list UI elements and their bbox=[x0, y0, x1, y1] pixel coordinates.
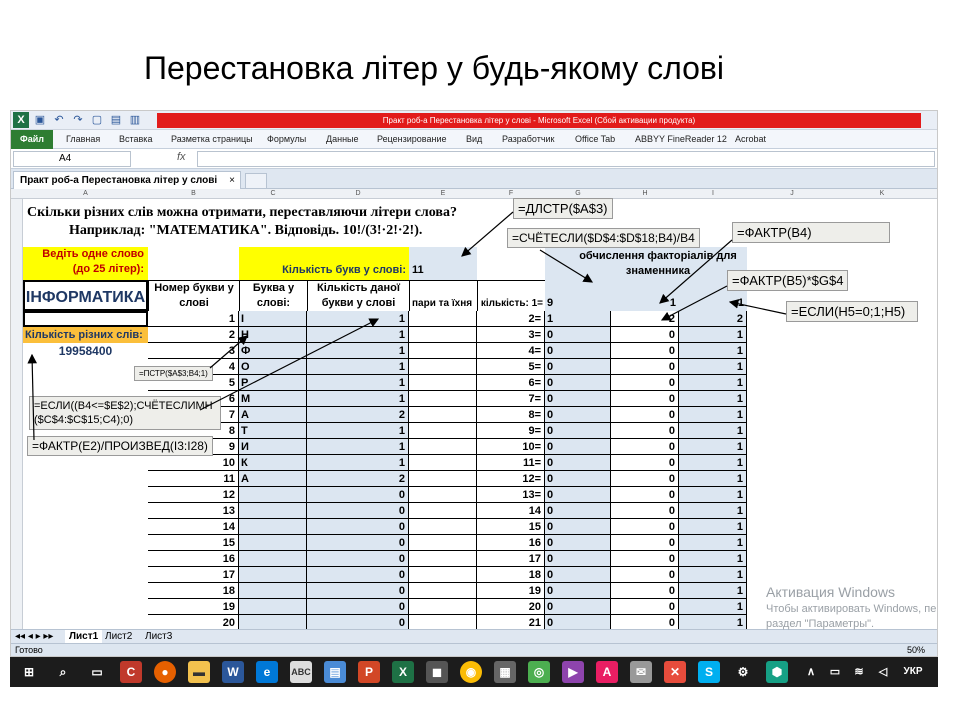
tab-view[interactable]: Вид bbox=[466, 134, 483, 144]
callout-faktr: =ФАКТР(B4) bbox=[732, 222, 890, 243]
cell-letter[interactable] bbox=[239, 599, 307, 615]
cell-empty-e[interactable] bbox=[409, 471, 477, 487]
cell-letter-number[interactable]: 18 bbox=[148, 583, 239, 599]
cell-letter[interactable]: И bbox=[239, 439, 307, 455]
cell-pair-count[interactable]: 0 bbox=[545, 359, 611, 375]
close-icon[interactable]: × bbox=[229, 175, 235, 186]
header-letter: Буква у слові: bbox=[239, 280, 307, 311]
cell-pair-count[interactable]: 0 bbox=[545, 471, 611, 487]
sheet-tab-1[interactable]: Лист1 bbox=[65, 630, 102, 643]
cell-factorial[interactable]: 0 bbox=[611, 375, 679, 391]
tab-home[interactable]: Главная bbox=[66, 134, 101, 144]
cell-empty-e[interactable] bbox=[409, 375, 477, 391]
cell-pair-count[interactable]: 0 bbox=[545, 551, 611, 567]
cell-pair-count[interactable]: 0 bbox=[545, 391, 611, 407]
cell-letter[interactable] bbox=[239, 535, 307, 551]
tab-page-layout[interactable]: Разметка страницы bbox=[171, 134, 253, 144]
document-tab-label: Практ роб-а Перестановка літер у слові bbox=[20, 175, 218, 186]
col-header-k[interactable]: K bbox=[879, 190, 885, 197]
cell-letter-count[interactable]: 1 bbox=[307, 327, 409, 343]
question-text: Скільки різних слів можна отримати, переставляючи літери слова? bbox=[27, 205, 457, 220]
cell-letter-count[interactable]: 1 bbox=[307, 391, 409, 407]
col-header-e[interactable]: E bbox=[440, 190, 446, 197]
tab-file[interactable]: Файл bbox=[11, 130, 53, 149]
cell-pair-index[interactable]: 18 bbox=[477, 567, 545, 583]
windows-start-icon[interactable]: ⊞ bbox=[23, 665, 35, 679]
cell-denominator[interactable]: 1 bbox=[679, 599, 747, 615]
cell-letter-count[interactable]: 0 bbox=[307, 487, 409, 503]
cell-empty-e[interactable] bbox=[409, 327, 477, 343]
tab-data[interactable]: Данные bbox=[326, 134, 359, 144]
cell-letter-number[interactable]: 17 bbox=[148, 567, 239, 583]
callout-schetesli: =СЧЁТЕСЛИ($D$4:$D$18;B4)/B4 bbox=[507, 228, 700, 248]
document-tab[interactable] bbox=[13, 171, 241, 189]
cell-pair-index[interactable]: 7= bbox=[477, 391, 545, 407]
open-folder-icon[interactable]: ▤ bbox=[110, 114, 122, 126]
cell-pair-index[interactable]: 11= bbox=[477, 455, 545, 471]
cell-denominator[interactable]: 1 bbox=[679, 503, 747, 519]
cell-letter-number[interactable]: 4 bbox=[148, 359, 239, 375]
cell-letter-number[interactable]: 11 bbox=[148, 471, 239, 487]
cell-denominator[interactable]: 1 bbox=[679, 391, 747, 407]
cell-empty-e[interactable] bbox=[409, 343, 477, 359]
notification-chevron-icon[interactable]: ∧ bbox=[806, 666, 816, 678]
cell-pair-index[interactable]: 13= bbox=[477, 487, 545, 503]
example-text: Наприклад: "МАТЕМАТИКА". Відповідь. 10!/(3!·2!·2!). bbox=[69, 223, 423, 238]
calculator-icon[interactable]: ▦ bbox=[494, 661, 516, 683]
app-x-icon[interactable]: ✕ bbox=[664, 661, 686, 683]
cell-pair-count[interactable]: 0 bbox=[545, 439, 611, 455]
cell-denominator[interactable]: 1 bbox=[679, 583, 747, 599]
cell-letter-count[interactable]: 0 bbox=[307, 567, 409, 583]
tab-office-tab[interactable]: Office Tab bbox=[575, 134, 616, 144]
cell-letter-number[interactable]: 15 bbox=[148, 535, 239, 551]
wifi-icon[interactable]: ≋ bbox=[854, 666, 864, 678]
tab-formulas[interactable]: Формулы bbox=[267, 134, 307, 144]
cell-denominator[interactable]: 1 bbox=[679, 519, 747, 535]
callout-pstr: =ПСТР($A$3;B4;1) bbox=[134, 366, 213, 381]
cell-letter-number[interactable]: 14 bbox=[148, 519, 239, 535]
function-icon[interactable]: fx bbox=[177, 151, 186, 163]
cell-pair-count[interactable]: 0 bbox=[545, 615, 611, 629]
activation-watermark-title: Активация Windows bbox=[766, 584, 896, 600]
tab-review[interactable]: Рецензирование bbox=[377, 134, 447, 144]
cell-factorial[interactable]: 0 bbox=[611, 583, 679, 599]
activation-watermark-line2: раздел "Параметры". bbox=[766, 618, 875, 630]
video-icon[interactable]: ▶ bbox=[562, 661, 584, 683]
app-green-icon[interactable]: ◎ bbox=[528, 661, 550, 683]
cell-factorial[interactable]: 0 bbox=[611, 455, 679, 471]
cell-empty-e[interactable] bbox=[409, 407, 477, 423]
cell-denominator[interactable]: 1 bbox=[679, 439, 747, 455]
cell-letter-count[interactable]: 0 bbox=[307, 599, 409, 615]
cell-factorial[interactable]: 0 bbox=[611, 535, 679, 551]
factorial-header: обчислення факторіалів для знаменника bbox=[545, 247, 747, 280]
network-icon[interactable]: ▭ bbox=[829, 666, 841, 678]
cell-letter[interactable]: А bbox=[239, 471, 307, 487]
status-bar bbox=[11, 643, 938, 657]
cell-letter-number[interactable]: 1 bbox=[148, 311, 239, 327]
cell-letter-count[interactable]: 0 bbox=[307, 503, 409, 519]
cell-h3[interactable]: 1 bbox=[611, 280, 679, 311]
col-header-i[interactable]: I bbox=[712, 190, 714, 197]
col-header-b[interactable]: B bbox=[191, 190, 196, 197]
cell-empty-e[interactable] bbox=[409, 487, 477, 503]
cell-pair-count[interactable]: 0 bbox=[545, 567, 611, 583]
chrome-icon[interactable]: ◉ bbox=[460, 661, 482, 683]
cell-denominator[interactable]: 1 bbox=[679, 455, 747, 471]
cell-empty-e[interactable] bbox=[409, 359, 477, 375]
sheet-nav-arrows-icon[interactable]: ◂◂ ◂ ▸ ▸▸ bbox=[15, 631, 54, 642]
cell-denominator[interactable]: 2 bbox=[679, 311, 747, 327]
cell-letter-count[interactable]: 2 bbox=[307, 407, 409, 423]
cell-empty-e[interactable] bbox=[409, 583, 477, 599]
acrobat-icon[interactable]: A bbox=[596, 661, 618, 683]
cell-factorial[interactable]: 0 bbox=[611, 503, 679, 519]
word-icon[interactable]: W bbox=[222, 661, 244, 683]
cell-empty-e[interactable] bbox=[409, 439, 477, 455]
cell-denominator[interactable]: 1 bbox=[679, 551, 747, 567]
sheet-tab-2[interactable]: Лист2 bbox=[105, 631, 133, 642]
word-input-cell[interactable]: ІНФОРМАТИКА bbox=[23, 280, 148, 311]
search-icon[interactable]: ⌕ bbox=[59, 665, 67, 679]
cell-empty-e[interactable] bbox=[409, 311, 477, 327]
selected-cell-a4[interactable] bbox=[23, 311, 148, 327]
header-count: кількість: 1= bbox=[477, 280, 545, 311]
cell-letter-number[interactable]: 3 bbox=[148, 343, 239, 359]
cell-letter[interactable] bbox=[239, 487, 307, 503]
col-header-h[interactable]: H bbox=[642, 190, 648, 197]
folder-icon[interactable]: ▬ bbox=[188, 661, 210, 683]
callout-faktr-proizv: =ФАКТР(E2)/ПРОИЗВЕД(I3:I28) bbox=[27, 436, 213, 456]
cell-letter-count[interactable]: 0 bbox=[307, 519, 409, 535]
abc-icon[interactable]: ABC bbox=[290, 661, 312, 683]
cell-pair-index[interactable]: 17 bbox=[477, 551, 545, 567]
cell-denominator[interactable]: 1 bbox=[679, 359, 747, 375]
cell-empty-e[interactable] bbox=[409, 615, 477, 629]
cell-factorial[interactable]: 0 bbox=[611, 407, 679, 423]
cell-letter-number[interactable]: 5 bbox=[148, 375, 239, 391]
cell-pair-count[interactable]: 0 bbox=[545, 487, 611, 503]
cell-factorial[interactable]: 0 bbox=[611, 359, 679, 375]
header-letter-count: Кількість даної букви у слові bbox=[307, 280, 409, 311]
save-icon[interactable]: ▣ bbox=[34, 114, 46, 126]
cell-pair-count[interactable]: 0 bbox=[545, 583, 611, 599]
cell-factorial[interactable]: 0 bbox=[611, 471, 679, 487]
cell-factorial[interactable]: 0 bbox=[611, 487, 679, 503]
windows-taskbar bbox=[10, 657, 938, 687]
formula-input[interactable] bbox=[197, 151, 935, 167]
cell-pair-count[interactable]: 0 bbox=[545, 327, 611, 343]
cell-letter[interactable]: Н bbox=[239, 327, 307, 343]
volume-icon[interactable]: ◁ bbox=[878, 666, 888, 678]
cell-letter-number[interactable]: 8 bbox=[148, 423, 239, 439]
document-tabs bbox=[11, 169, 938, 189]
enter-word-label-line1: Ведіть одне слово bbox=[42, 248, 144, 260]
settings-gear-icon[interactable]: ⚙ bbox=[737, 665, 749, 679]
tab-abbyy[interactable]: ABBYY FineReader 12 bbox=[635, 134, 727, 144]
cell-letter-number[interactable]: 7 bbox=[148, 407, 239, 423]
cell-empty-e[interactable] bbox=[409, 423, 477, 439]
cell-pair-index[interactable]: 8= bbox=[477, 407, 545, 423]
cell-letter[interactable]: Ф bbox=[239, 343, 307, 359]
cell-letter-count[interactable]: 1 bbox=[307, 439, 409, 455]
col-header-f[interactable]: F bbox=[508, 190, 514, 197]
cell-denominator[interactable]: 1 bbox=[679, 487, 747, 503]
cell-empty-e[interactable] bbox=[409, 455, 477, 471]
cell-pair-index[interactable]: 19 bbox=[477, 583, 545, 599]
zoom-level[interactable]: 50% bbox=[907, 645, 926, 655]
new-tab-button[interactable] bbox=[245, 173, 267, 189]
col-header-c[interactable]: C bbox=[270, 190, 276, 197]
cell-empty-e[interactable] bbox=[409, 519, 477, 535]
ribbon-tabs bbox=[11, 130, 938, 149]
cell-factorial[interactable]: 0 bbox=[611, 391, 679, 407]
header-pairs: пари та їхня bbox=[409, 280, 477, 311]
callout-esli-long: =ЕСЛИ((B4<=$E$2);СЧЁТЕСЛИМН($C$4:$C$15;C4);0) bbox=[29, 396, 221, 430]
cell-factorial[interactable]: 0 bbox=[611, 519, 679, 535]
column-headers bbox=[11, 189, 938, 199]
cell-letter-number[interactable]: 13 bbox=[148, 503, 239, 519]
cell-pair-index[interactable]: 12= bbox=[477, 471, 545, 487]
cell-letter-count[interactable]: 1 bbox=[307, 343, 409, 359]
app-blue-icon[interactable]: ▤ bbox=[324, 661, 346, 683]
callout-dlstr: =ДЛСТР($A$3) bbox=[513, 198, 613, 219]
cell-letter-number[interactable]: 6 bbox=[148, 391, 239, 407]
powerpoint-icon[interactable]: P bbox=[358, 661, 380, 683]
cell-empty-e[interactable] bbox=[409, 551, 477, 567]
cell-letter[interactable]: І bbox=[239, 311, 307, 327]
cell-letter[interactable] bbox=[239, 503, 307, 519]
cell-pair-count[interactable]: 0 bbox=[545, 423, 611, 439]
cell-empty-e[interactable] bbox=[409, 599, 477, 615]
name-box[interactable]: A4 bbox=[13, 151, 131, 167]
cell-pair-count[interactable]: 0 bbox=[545, 503, 611, 519]
cell-factorial[interactable]: 0 bbox=[611, 439, 679, 455]
cell-letter-number[interactable]: 9 bbox=[148, 439, 239, 455]
cell-denominator[interactable]: 1 bbox=[679, 535, 747, 551]
header-letter-number: Номер букви у слові bbox=[148, 280, 239, 311]
col-header-d[interactable]: D bbox=[355, 190, 361, 197]
redo-icon[interactable]: ↷ bbox=[73, 114, 83, 126]
cell-letter-count[interactable]: 1 bbox=[307, 359, 409, 375]
store-icon[interactable]: ◼ bbox=[426, 661, 448, 683]
cell-factorial[interactable]: 0 bbox=[611, 615, 679, 629]
cell-factorial[interactable]: 2 bbox=[611, 311, 679, 327]
cell-denominator[interactable]: 1 bbox=[679, 567, 747, 583]
cell-pair-index[interactable]: 15 bbox=[477, 519, 545, 535]
cell-letter-number[interactable]: 19 bbox=[148, 599, 239, 615]
excel-icon[interactable]: X bbox=[392, 661, 414, 683]
cell-pair-index[interactable]: 16 bbox=[477, 535, 545, 551]
cell-letter-count[interactable]: 1 bbox=[307, 375, 409, 391]
tab-insert[interactable]: Вставка bbox=[119, 134, 153, 144]
new-file-icon[interactable]: ▢ bbox=[91, 114, 103, 126]
sheet-tab-3[interactable]: Лист3 bbox=[145, 631, 173, 642]
tab-acrobat[interactable]: Acrobat bbox=[735, 134, 767, 144]
cell-letter-count[interactable]: 1 bbox=[307, 423, 409, 439]
cell-letter-number[interactable]: 12 bbox=[148, 487, 239, 503]
edge-icon[interactable]: e bbox=[256, 661, 278, 683]
cell-letter[interactable]: Р bbox=[239, 375, 307, 391]
cell-letter[interactable]: К bbox=[239, 455, 307, 471]
cell-pair-index[interactable]: 21 bbox=[477, 615, 545, 629]
cell-letter-count[interactable]: 1 bbox=[307, 455, 409, 471]
cell-letter-count[interactable]: 1 bbox=[307, 311, 409, 327]
cell-letter[interactable] bbox=[239, 519, 307, 535]
cell-denominator[interactable]: 1 bbox=[679, 407, 747, 423]
excel-app-icon[interactable]: X bbox=[13, 112, 29, 128]
formula-bar bbox=[11, 149, 938, 169]
cell-letter-number[interactable]: 20 bbox=[148, 615, 239, 629]
cell-pair-count[interactable]: 0 bbox=[545, 407, 611, 423]
callout-faktr-g: =ФАКТР(B5)*$G$4 bbox=[727, 270, 848, 291]
cell-denominator[interactable]: 1 bbox=[679, 327, 747, 343]
cell-letter[interactable]: Т bbox=[239, 423, 307, 439]
cell-letter[interactable]: А bbox=[239, 407, 307, 423]
col-header-j[interactable]: J bbox=[790, 190, 794, 197]
cell-pair-index[interactable]: 5= bbox=[477, 359, 545, 375]
cell-pair-count[interactable]: 0 bbox=[545, 375, 611, 391]
task-view-icon[interactable]: ▭ bbox=[91, 665, 103, 679]
cell-denominator[interactable]: 1 bbox=[679, 423, 747, 439]
cell-letter[interactable] bbox=[239, 615, 307, 629]
cell-pair-index[interactable]: 6= bbox=[477, 375, 545, 391]
cell-pair-index[interactable]: 14 bbox=[477, 503, 545, 519]
app-red-icon[interactable]: C bbox=[120, 661, 142, 683]
undo-icon[interactable]: ↶ bbox=[54, 114, 64, 126]
print-icon[interactable]: ▥ bbox=[129, 114, 141, 126]
cell-empty-e[interactable] bbox=[409, 567, 477, 583]
cell-denominator[interactable]: 1 bbox=[679, 615, 747, 629]
cell-denominator[interactable]: 1 bbox=[679, 471, 747, 487]
tab-developer[interactable]: Разработчик bbox=[502, 134, 555, 144]
window-title: Практ роб-а Перестановка літер у слові - Microsoft Excel (Сбой активации продукта) bbox=[157, 113, 921, 128]
cell-pair-index[interactable]: 3= bbox=[477, 327, 545, 343]
firefox-icon[interactable]: ● bbox=[154, 661, 176, 683]
cell-letter-number[interactable]: 2 bbox=[148, 327, 239, 343]
cell-pair-count[interactable]: 0 bbox=[545, 599, 611, 615]
cell-denominator[interactable]: 1 bbox=[679, 343, 747, 359]
cell-letter-count[interactable]: 0 bbox=[307, 583, 409, 599]
different-words-value: 19958400 bbox=[58, 344, 113, 358]
cell-pair-count[interactable]: 0 bbox=[545, 455, 611, 471]
cell-letter-number[interactable]: 10 bbox=[148, 455, 239, 471]
enter-word-label bbox=[23, 247, 148, 280]
cell-factorial[interactable]: 0 bbox=[611, 599, 679, 615]
cell-letter-count[interactable]: 0 bbox=[307, 615, 409, 629]
activation-watermark-line1: Чтобы активировать Windows, пе bbox=[766, 603, 937, 615]
enter-word-label-line2: (до 25 літер): bbox=[72, 263, 144, 275]
cell-factorial[interactable]: 0 bbox=[611, 327, 679, 343]
cell-pair-count[interactable]: 0 bbox=[545, 519, 611, 535]
cell-pair-index[interactable]: 2= bbox=[477, 311, 545, 327]
callout-esli: =ЕСЛИ(H5=0;1;H5) bbox=[786, 301, 918, 322]
cell-i3[interactable]: 1 bbox=[679, 280, 747, 311]
cell-denominator[interactable]: 1 bbox=[679, 375, 747, 391]
cell-letter[interactable]: М bbox=[239, 391, 307, 407]
letter-count-label: Кількість букв у слові: bbox=[239, 247, 409, 280]
cell-letter-count[interactable]: 2 bbox=[307, 471, 409, 487]
cell-letter[interactable] bbox=[239, 583, 307, 599]
language-indicator[interactable]: УКР bbox=[903, 666, 923, 677]
mail-icon[interactable]: ✉ bbox=[630, 661, 652, 683]
cell-empty-e[interactable] bbox=[409, 535, 477, 551]
excel-window bbox=[10, 110, 938, 657]
letter-count-value[interactable]: 11 bbox=[409, 247, 477, 280]
quick-access-toolbar bbox=[11, 111, 938, 130]
cell-letter[interactable]: О bbox=[239, 359, 307, 375]
cell-empty-e[interactable] bbox=[409, 391, 477, 407]
cell-factorial[interactable]: 0 bbox=[611, 551, 679, 567]
col-header-a[interactable]: A bbox=[83, 190, 88, 197]
slide-title: Перестановка літер у будь-якому слові bbox=[144, 50, 725, 86]
cell-pair-count[interactable]: 1 bbox=[545, 311, 611, 327]
cell-pair-index[interactable]: 20 bbox=[477, 599, 545, 615]
security-shield-icon[interactable]: ⬢ bbox=[766, 661, 788, 683]
cell-letter[interactable] bbox=[239, 567, 307, 583]
sheet-tabs bbox=[11, 629, 938, 643]
status-ready: Готово bbox=[15, 645, 43, 655]
cell-pair-index[interactable]: 4= bbox=[477, 343, 545, 359]
different-words-label: Кількість різних слів: bbox=[23, 327, 148, 343]
cell-pair-index[interactable]: 10= bbox=[477, 439, 545, 455]
cell-pair-count[interactable]: 0 bbox=[545, 343, 611, 359]
cell-letter-count[interactable]: 0 bbox=[307, 535, 409, 551]
cell-pair-index[interactable]: 9= bbox=[477, 423, 545, 439]
cell-factorial[interactable]: 0 bbox=[611, 343, 679, 359]
cell-letter-count[interactable]: 0 bbox=[307, 551, 409, 567]
cell-pair-count[interactable]: 0 bbox=[545, 535, 611, 551]
cell-letter[interactable] bbox=[239, 551, 307, 567]
cell-empty-e[interactable] bbox=[409, 503, 477, 519]
skype-icon[interactable]: S bbox=[698, 661, 720, 683]
cell-factorial[interactable]: 0 bbox=[611, 423, 679, 439]
cell-factorial[interactable]: 0 bbox=[611, 567, 679, 583]
col-header-g[interactable]: G bbox=[575, 190, 581, 197]
cell-g3[interactable]: 9 bbox=[545, 280, 611, 311]
cell-letter-number[interactable]: 16 bbox=[148, 551, 239, 567]
